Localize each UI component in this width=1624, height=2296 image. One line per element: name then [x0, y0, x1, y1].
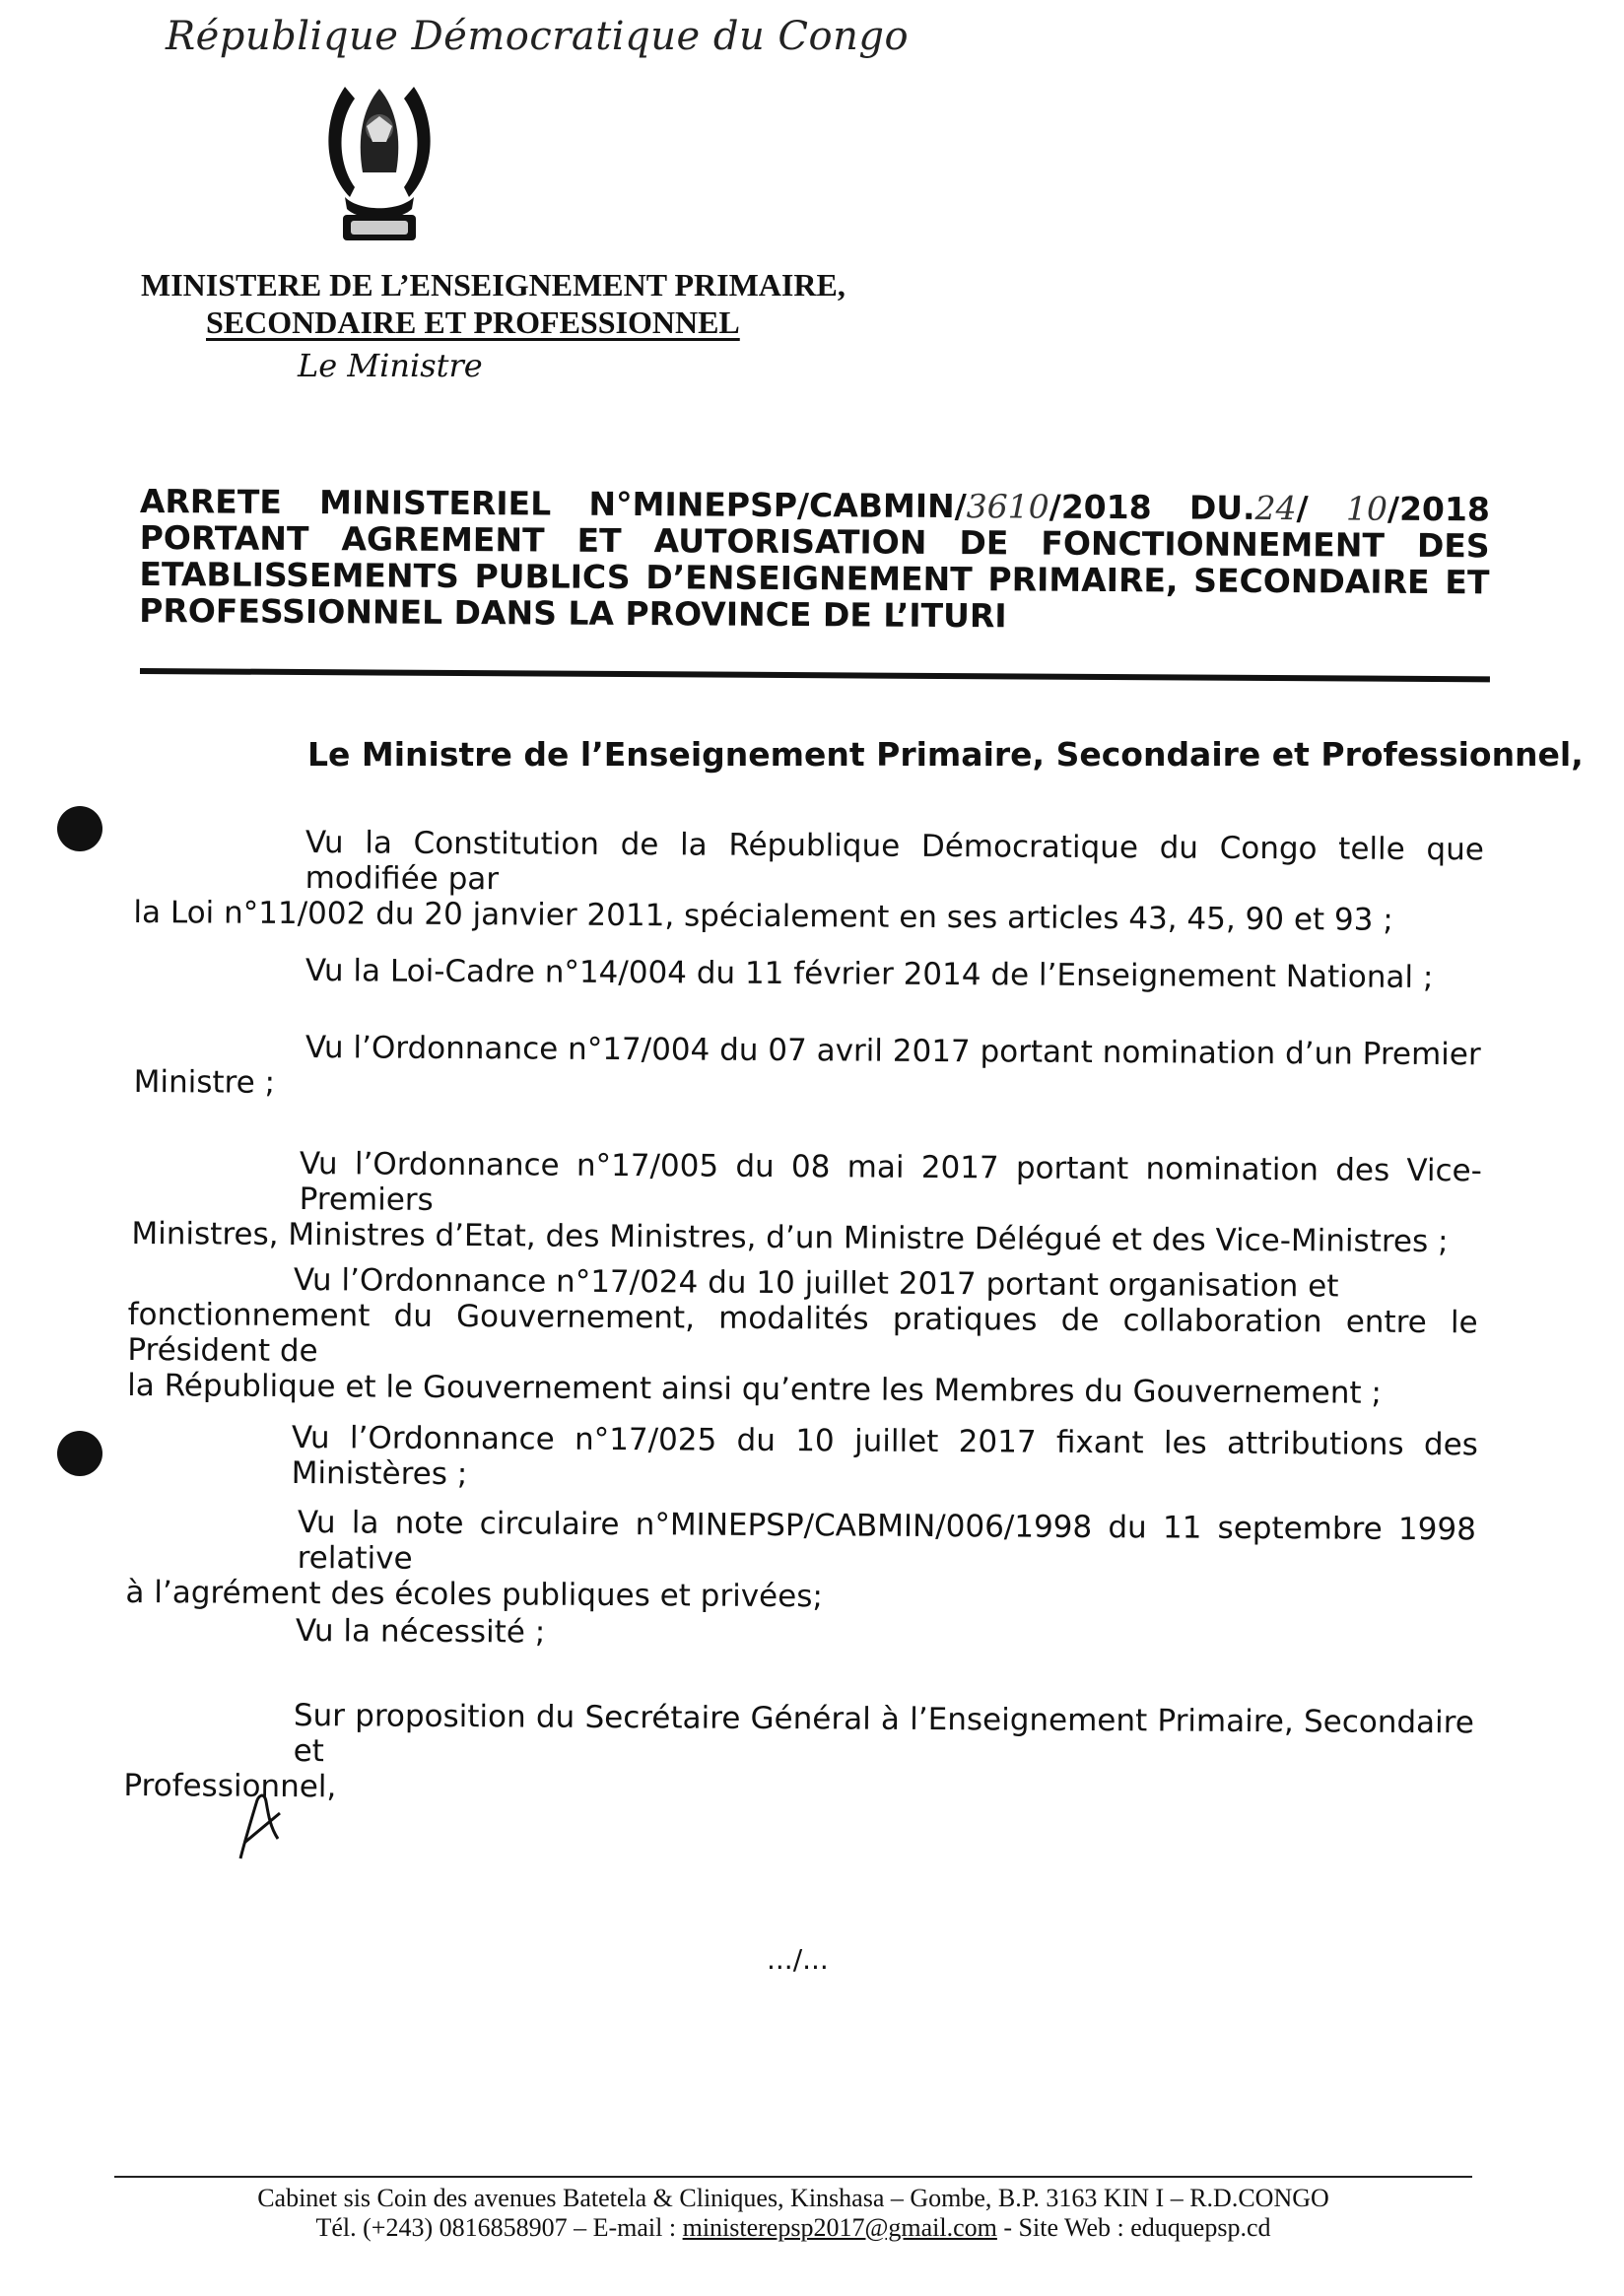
title-line-3: ETABLISSEMENTS PUBLICS D’ENSEIGNEMENT PRIMAIRE, SECONDAIRE ET	[139, 554, 1490, 602]
title-line-1: ARRETE MINISTERIEL N°MINEPSP/CABMIN/3610/2018 DU.24/ 10/2018	[139, 482, 1490, 529]
preamble: Le Ministre de l’Enseignement Primaire, Secondaire et Professionnel,	[307, 735, 1584, 774]
page-continuation: .../...	[767, 1943, 829, 1976]
paragraph-ordonnance-17-004: Vu l’Ordonnance n°17/004 du 07 avril 2017 portant nomination d’un Premier Ministre ;	[133, 1030, 1481, 1101]
title-line-4: PROFESSIONNEL DANS LA PROVINCE DE L’ITURI	[139, 590, 1007, 636]
ministry-line-2: SECONDAIRE ET PROFESSIONNEL	[206, 304, 740, 340]
paragraph-note-circulaire: Vu la note circulaire n°MINEPSP/CABMIN/006/1998 du 11 septembre 1998 relative à l’agrément des écoles publiques et privées;	[125, 1505, 1476, 1615]
footer-contact: Tél. (+243) 0816858907 – E-mail : ministerepsp2017@gmail.com - Site Web : eduquepsp.cd	[315, 2213, 1271, 2242]
minister-signoff: Le Ministre	[298, 347, 483, 384]
paragraph-necessite: Vu la nécessité ;	[295, 1613, 546, 1651]
paragraph-constitution: Vu la Constitution de la République Démocratique du Congo telle que modifiée par la Loi n°11/002 du 20 janvier 2011, spécialement en ses articles 43, 45, 90 et 93 ;	[133, 825, 1484, 938]
title-divider	[140, 668, 1490, 682]
paragraph-ordonnance-17-005: Vu l’Ordonnance n°17/005 du 08 mai 2017 portant nomination des Vice-Premiers Ministres, Ministres d’Etat, des Ministres, d’un Ministre Délégué et des Vice-Ministres ;	[131, 1146, 1482, 1260]
decree-number: 3610	[966, 487, 1049, 526]
footer-address: Cabinet sis Coin des avenues Batetela & Cliniques, Kinshasa – Gombe, B.P. 3163 KIN I – R.D.CONGO	[257, 2184, 1329, 2212]
paragraph-loi-cadre: Vu la Loi-Cadre n°14/004 du 11 février 2014 de l’Enseignement National ;	[304, 953, 1434, 996]
footer-email-link[interactable]: ministerepsp2017@gmail.com	[682, 2213, 997, 2242]
handwritten-initial-icon	[235, 1784, 284, 1862]
coat-of-arms-icon	[315, 79, 443, 246]
punch-hole-mark	[57, 1431, 102, 1476]
footer	[114, 2184, 1472, 2243]
punch-hole-mark	[57, 806, 102, 851]
decree-day: 24	[1254, 488, 1297, 528]
paragraph-proposition: Sur proposition du Secrétaire Général à l’Enseignement Primaire, Secondaire et Professionnel,	[123, 1698, 1474, 1805]
title-line-2: PORTANT AGREMENT ET AUTORISATION DE FONCTIONNEMENT DES	[139, 517, 1490, 566]
paragraph-ordonnance-17-025: Vu l’Ordonnance n°17/025 du 10 juillet 2017 fixant les attributions des Ministères ;	[291, 1420, 1478, 1493]
ministry-line-1: MINISTERE DE L’ENSEIGNEMENT PRIMAIRE,	[141, 267, 846, 303]
footer-divider	[114, 2176, 1472, 2178]
decree-title	[139, 483, 1490, 637]
ministry-name	[141, 266, 846, 341]
country-name: République Démocratique du Congo	[166, 14, 910, 59]
decree-month: 10	[1345, 489, 1388, 528]
paragraph-ordonnance-17-024: Vu l’Ordonnance n°17/024 du 10 juillet 2017 portant organisation et fonctionnement du Gouvernement, modalités pratiques de collaboration entre le Président de la République et le Gouvernement ainsi qu’entre les Membres du Gouvernement ;	[127, 1262, 1478, 1411]
